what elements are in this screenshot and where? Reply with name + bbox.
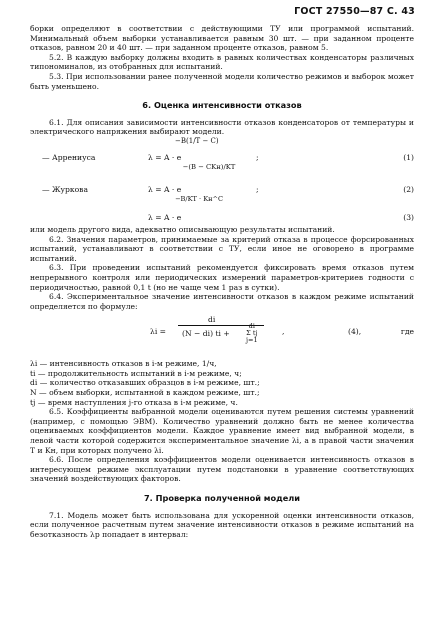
section-title: 7. Проверка полученной модели xyxy=(143,493,301,503)
formula-sum: di Σ tj j=1 xyxy=(246,322,258,345)
formula-exponent: −(B − CKн)/KT xyxy=(182,162,236,171)
formula-name: — Аррениуса xyxy=(42,153,96,163)
formula-number: (2) xyxy=(403,185,414,195)
formula-zhurkov xyxy=(30,162,414,197)
page-header: ГОСТ 27550—87 С. 43 xyxy=(294,6,415,17)
paragraph: 6.6. После определения коэффициентов модели оценивается интенсивность отказов в интересующем режиме эксплуатации путем подстановки в уравнение соответствующих значений воздействующих факторов. xyxy=(30,455,414,484)
formula-exponent: −B/KT · Kн^C xyxy=(175,194,224,203)
formula-lhs: λi = xyxy=(150,327,167,337)
legend-item: λi — интенсивность отказов в i-м режиме, 1/ч, xyxy=(30,359,217,369)
formula-expression: λ = A · e xyxy=(148,153,182,163)
formula-separator: ; xyxy=(256,153,259,163)
paragraph: 5.3. При использовании ранее полученной модели количество режимов и выборок может быть уменьшено. xyxy=(30,71,414,91)
paragraph: 7.1. Модель может быть использована для ускоренной оценки интенсивности отказов, если полученное расчетным путем значение интенсивности отказов в режиме испытаний на безотказность λр попадает в интервал: xyxy=(30,510,414,539)
paragraph: 5.2. В каждую выборку должны входить в равных количествах конденсаторы различных типономиналов, из отобранных для испытаний. xyxy=(30,52,414,72)
formula-expression: λ = A · e xyxy=(148,213,182,223)
paragraph: 6.4. Экспериментальное значение интенсивности отказов в каждом режиме испытаний определяется по формуле: xyxy=(30,292,414,311)
formula-where: где xyxy=(400,327,414,337)
formula-separator: ; xyxy=(256,185,259,195)
formula-three xyxy=(30,194,414,225)
formula-number: (4), xyxy=(348,327,362,337)
paragraph: борки определяют в соответствии с действующими ТУ или программой испытаний. Минимальный объем выборки устанавливается равным 30 шт. — при заданном проценте отказов, равном 20 и 40 шт. — при заданном проценте отказов, равном 5. xyxy=(30,24,414,53)
formula-exponent: −B(1/T − C) xyxy=(175,136,219,145)
formula-expression: λ = A · e xyxy=(148,185,182,195)
formula-separator: , xyxy=(282,327,285,337)
paragraph: 6.2. Значения параметров, принимаемые за критерий отказа в процессе форсированных испытаний, устанавливают в соответствии с ТУ, если иное не оговорено в программе испытаний. xyxy=(30,234,414,263)
formula-four xyxy=(30,313,414,359)
formula-name: — Журкова xyxy=(42,185,88,195)
section-title: 6. Оценка интенсивности отказов xyxy=(142,100,302,111)
formula-denominator: (N − di) ti + xyxy=(182,329,230,339)
legend-item: tj — время наступления j-го отказа в i-м режиме, ч. xyxy=(30,397,238,407)
legend-item: N — объем выборки, испытанной в каждом режиме, шт.; xyxy=(30,388,260,398)
paragraph: 6.1. Для описания зависимости интенсивности отказов конденсаторов от температуры и электрического напряжения выбирают модели. xyxy=(30,117,414,137)
paragraph: 6.3. При проведении испытаний рекомендуется фиксировать время отказов путем непрерывного контроля или периодических измерений параметров-критериев годности с периодичностью, равной 0,1 t (но не чаще чем 1 раз в сутки). xyxy=(30,263,414,292)
legend-item: di — количество отказавших образцов в i-м режиме, шт.; xyxy=(30,378,260,388)
formula-number: (3) xyxy=(403,213,414,223)
formula-number: (1) xyxy=(403,153,414,163)
paragraph: или модель другого вида, адекватно описывающую результаты испытаний. xyxy=(30,224,335,234)
legend-item: ti — продолжительность испытаний в i-м режиме, ч; xyxy=(30,368,242,378)
document-body xyxy=(30,24,414,539)
variable-legend xyxy=(30,359,414,407)
paragraph: 6.5. Коэффициенты выбранной модели оцениваются путем решения системы уравнений (например, с помощью ЭВМ). Количество уравнений должно быть не менее количества оцениваемых коэффициентов модели. Каждое уравнение имеет вид выбранной модели, в левой части которой содержится экспериментальное значение λi, а в правой части значения T и Kн, при которых получено λi. xyxy=(30,407,414,455)
formula-numerator: di xyxy=(208,315,216,325)
formula-arrhenius xyxy=(30,137,414,165)
